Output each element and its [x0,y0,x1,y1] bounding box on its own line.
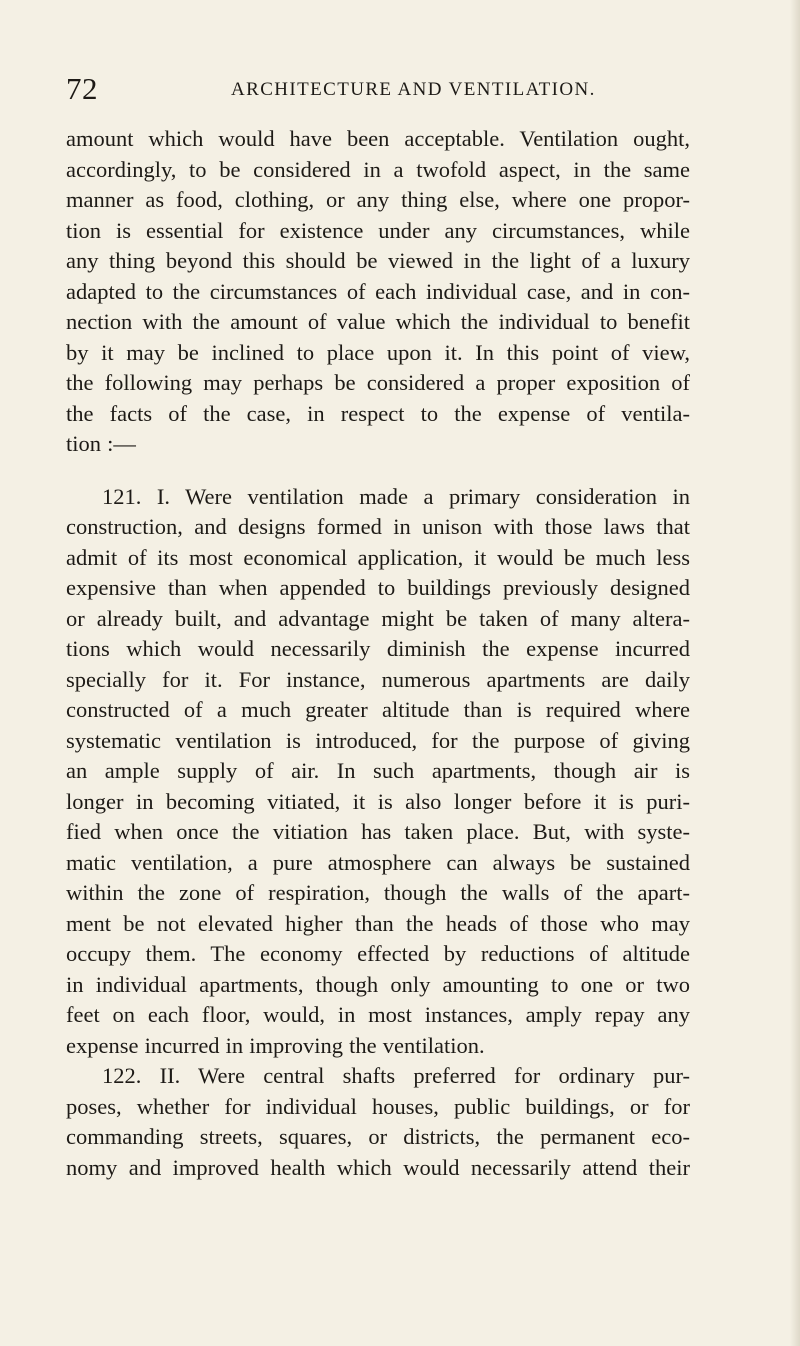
page-number: 72 [66,71,98,106]
text-line: nomy and improved health which would necessarily attend their [66,1154,690,1180]
text-line: in individual apartments, though only amounting to one or two [66,971,690,997]
text-line: manner as food, clothing, or any thing else, where one propor- [66,187,690,212]
text-line: construction, and designs formed in unison with those laws that [66,514,690,539]
text-line: expensive than when appended to buildings previously designed [66,575,690,600]
text-line: 122. II. Were central shafts preferred for ordinary pur- [102,1063,690,1088]
text-line: specially for it. For instance, numerous apartments are daily [66,666,690,692]
text-line: ment be not elevated higher than the heads of those who may [66,910,690,936]
text-line: adapted to the circumstances of each individual case, and in con- [66,278,690,304]
body-text [66,124,690,1183]
text-line: the facts of the case, in respect to the expense of ventila- [66,400,690,426]
text-line: within the zone of respiration, though the walls of the apart- [66,880,690,905]
paragraph-122 [66,1061,690,1183]
text-line: admit of its most economical application, it would be much less [66,544,690,570]
text-line: any thing beyond this should be viewed in the light of a luxury [66,248,690,273]
text-line: by it may be inclined to place upon it. In this point of view, [66,339,690,365]
text-line: the following may perhaps be considered a proper exposition of [66,370,690,395]
text-line: or already built, and advantage might be taken of many altera- [66,605,690,631]
text-line: amount which would have been acceptable. Ventilation ought, [66,126,690,151]
text-line: expense incurred in improving the ventilation. [66,1032,485,1058]
text-line: feet on each floor, would, in most instances, amply repay any [66,1002,690,1027]
text-line: fied when once the vitiation has taken place. But, with syste- [66,819,690,844]
page-edge-shadow [790,0,800,1346]
text-line: accordingly, to be considered in a twofold aspect, in the same [66,156,690,182]
text-line: matic ventilation, a pure atmosphere can always be sustained [66,849,690,875]
paragraph-121 [66,482,690,1062]
text-line: systematic ventilation is introduced, for the purpose of giving [66,727,690,753]
paragraph-continuation [66,124,690,460]
text-line: 121. I. Were ventilation made a primary consideration in [102,483,690,509]
text-line: longer in becoming vitiated, it is also longer before it is puri- [66,788,690,814]
text-line: tion is essential for existence under any circumstances, while [66,217,690,243]
text-line: occupy them. The economy effected by reductions of altitude [66,941,690,966]
running-head [66,72,690,112]
running-title: ARCHITECTURE AND VENTILATION. [231,79,596,100]
text-line: nection with the amount of value which the individual to benefit [66,309,690,334]
text-line: tion :— [66,431,136,456]
text-line: tions which would necessarily diminish the expense incurred [66,636,690,661]
text-line: commanding streets, squares, or districts, the permanent eco- [66,1124,690,1149]
paragraph-gap [66,460,690,482]
text-line: an ample supply of air. In such apartments, though air is [66,758,690,783]
text-line: poses, whether for individual houses, public buildings, or for [66,1093,690,1119]
text-line: constructed of a much greater altitude than is required where [66,697,690,722]
